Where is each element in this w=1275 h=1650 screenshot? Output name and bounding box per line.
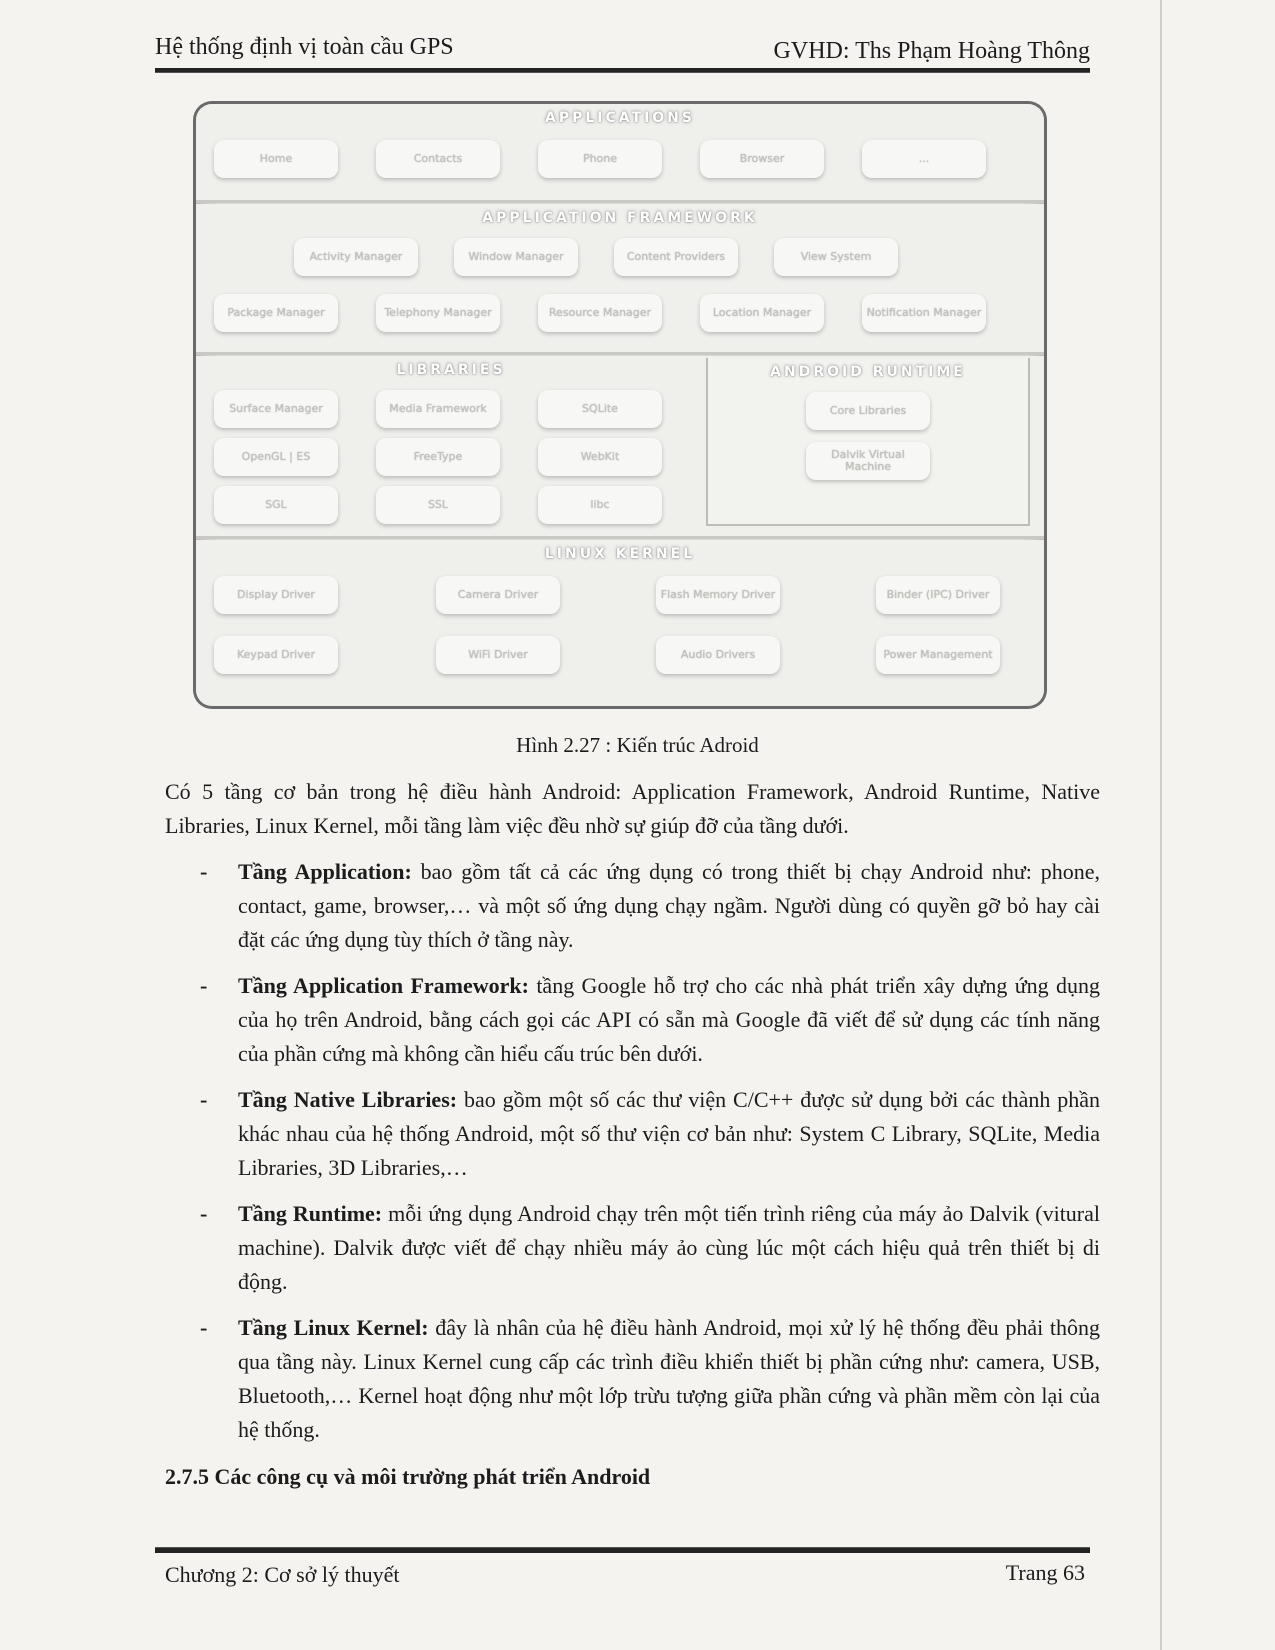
kernel-box: Power Management bbox=[876, 636, 1000, 674]
app-box: Contacts bbox=[376, 140, 500, 178]
layer-description-list bbox=[200, 855, 1100, 1459]
library-box: SSL bbox=[376, 486, 500, 524]
app-box: Phone bbox=[538, 140, 662, 178]
app-box: ... bbox=[862, 140, 986, 178]
bullet-text: đây là nhân của hệ điều hành Android, mọi xử lý hệ thống đều phải thông qua tầng này. Linux Kernel cung cấp các trình điều khiển thiết bị phần cứng như: camera, USB, Bluetooth,… Kernel hoạt động như một lớp trừu tượng giữa phần cứng và phần mềm còn lại của hệ thống. bbox=[238, 1315, 1100, 1442]
list-item: - Tầng Native Libraries: bao gồm một số các thư viện C/C++ được sử dụng bởi các thành phần khác nhau của hệ thống Android, một số thư viện cơ bản như: System C Library, SQLite, Media Libraries, 3D Libraries,… bbox=[200, 1087, 1100, 1180]
bullet-label: Tầng Runtime: bbox=[238, 1201, 383, 1226]
page-edge bbox=[1160, 0, 1162, 1650]
layer-linux-kernel bbox=[196, 540, 1044, 706]
library-box: FreeType bbox=[376, 438, 500, 476]
framework-box: Package Manager bbox=[214, 294, 338, 332]
framework-box: Resource Manager bbox=[538, 294, 662, 332]
bullet-text: mỗi ứng dụng Android chạy trên một tiến trình riêng của máy ảo Dalvik (vitural machine). Dalvik được viết để chạy nhiều máy ảo cùng lúc một cách hiệu quả trên thiết bị di động. bbox=[238, 1201, 1101, 1294]
library-box: OpenGL | ES bbox=[214, 438, 338, 476]
list-item: - Tầng Application: bao gồm tất cả các ứng dụng có trong thiết bị chạy Android như: phone, contact, game, browser,… và một số ứng dụng chạy ngầm. Người dùng có quyền gỡ bỏ hay cài đặt các ứng dụng tùy thích ở tầng này. bbox=[200, 859, 1100, 952]
layer-title-applications: APPLICATIONS bbox=[545, 110, 695, 126]
layer-title-kernel: LINUX KERNEL bbox=[544, 546, 696, 562]
header-advisor: GVHD: Ths Phạm Hoàng Thông bbox=[773, 38, 1090, 64]
list-item: - Tầng Application Framework: tầng Google hỗ trợ cho các nhà phát triển xây dựng ứng dụng của họ trên Android, bằng cách gọi các API có sẵn mà Google đã viết để sử dụng các tính năng của phần cứng mà không cần hiểu cấu trúc bên dưới. bbox=[200, 973, 1100, 1066]
android-architecture-figure bbox=[196, 104, 1044, 706]
library-box: WebKit bbox=[538, 438, 662, 476]
kernel-box: WiFi Driver bbox=[436, 636, 560, 674]
footer-page-number: Trang 63 bbox=[1005, 1560, 1085, 1585]
layer-application-framework bbox=[196, 204, 1044, 355]
framework-box: Telephony Manager bbox=[376, 294, 500, 332]
framework-box: Content Providers bbox=[614, 238, 738, 276]
list-item: - Tầng Linux Kernel: đây là nhân của hệ điều hành Android, mọi xử lý hệ thống đều phải thông qua tầng này. Linux Kernel cung cấp các trình điều khiển thiết bị phần cứng như: camera, USB, Bluetooth,… Kernel hoạt động như một lớp trừu tượng giữa phần cứng và phần mềm còn lại của hệ thống. bbox=[200, 1315, 1100, 1442]
framework-box: Activity Manager bbox=[294, 238, 418, 276]
footer-chapter: Chương 2: Cơ sở lý thuyết bbox=[165, 1562, 400, 1587]
bullet-text: tầng Google hỗ trợ cho các nhà phát triển xây dựng ứng dụng của họ trên Android, bằng cách gọi các API có sẵn mà Google đã viết để sử dụng các tính năng của phần cứng mà không cần hiểu cấu trúc bên dưới. bbox=[238, 973, 1100, 1066]
header-title: Hệ thống định vị toàn cầu GPS bbox=[155, 34, 454, 60]
layer-title-runtime: ANDROID RUNTIME bbox=[770, 364, 966, 380]
app-box: Home bbox=[214, 140, 338, 178]
library-box: Media Framework bbox=[376, 390, 500, 428]
figure-caption: Hình 2.27 : Kiến trúc Adroid bbox=[516, 733, 759, 757]
section-heading: 2.7.5 Các công cụ và môi trường phát triển Android bbox=[165, 1464, 651, 1489]
bullet-text: bao gồm tất cả các ứng dụng có trong thiết bị chạy Android như: phone, contact, game, browser,… và một số ứng dụng chạy ngầm. Người dùng có quyền gỡ bỏ hay cài đặt các ứng dụng tùy thích ở tầng này. bbox=[238, 859, 1100, 952]
kernel-box: Flash Memory Driver bbox=[656, 576, 780, 614]
bullet-label: Tầng Native Libraries: bbox=[238, 1087, 458, 1112]
intro-paragraph: Có 5 tầng cơ bản trong hệ điều hành Android: Application Framework, Android Runtime, Native Libraries, Linux Kernel, mỗi tầng làm việc đều nhờ sự giúp đỡ của tầng dưới. bbox=[165, 779, 1100, 838]
kernel-box: Binder (IPC) Driver bbox=[876, 576, 1000, 614]
kernel-box: Camera Driver bbox=[436, 576, 560, 614]
footer-rule bbox=[155, 1547, 1090, 1553]
runtime-box: Dalvik Virtual Machine bbox=[806, 442, 930, 480]
kernel-box: Audio Drivers bbox=[656, 636, 780, 674]
kernel-box: Display Driver bbox=[214, 576, 338, 614]
library-box: SGL bbox=[214, 486, 338, 524]
app-box: Browser bbox=[700, 140, 824, 178]
list-item: - Tầng Runtime: mỗi ứng dụng Android chạy trên một tiến trình riêng của máy ảo Dalvik (vitural machine). Dalvik được viết để chạy nhiều máy ảo cùng lúc một cách hiệu quả trên thiết bị di động. bbox=[200, 1201, 1101, 1294]
bullet-label: Tầng Application: bbox=[238, 859, 412, 884]
kernel-box: Keypad Driver bbox=[214, 636, 338, 674]
layer-android-runtime bbox=[706, 358, 1030, 526]
framework-box: Notification Manager bbox=[862, 294, 986, 332]
library-box: SQLite bbox=[538, 390, 662, 428]
layer-title-libraries: LIBRARIES bbox=[396, 362, 506, 378]
bullet-label: Tầng Linux Kernel: bbox=[238, 1315, 429, 1340]
layer-title-framework: APPLICATION FRAMEWORK bbox=[482, 210, 758, 226]
header-rule bbox=[155, 68, 1090, 73]
bullet-text: bao gồm một số các thư viện C/C++ được sử dụng bởi các thành phần khác nhau của hệ thống Android, một số thư viện cơ bản như: System C Library, SQLite, Media Libraries, 3D Libraries,… bbox=[238, 1087, 1100, 1180]
framework-box: Window Manager bbox=[454, 238, 578, 276]
framework-box: View System bbox=[774, 238, 898, 276]
layer-applications bbox=[196, 104, 1044, 203]
framework-box: Location Manager bbox=[700, 294, 824, 332]
bullet-label: Tầng Application Framework: bbox=[238, 973, 529, 998]
library-box: libc bbox=[538, 486, 662, 524]
library-box: Surface Manager bbox=[214, 390, 338, 428]
runtime-box: Core Libraries bbox=[806, 392, 930, 430]
